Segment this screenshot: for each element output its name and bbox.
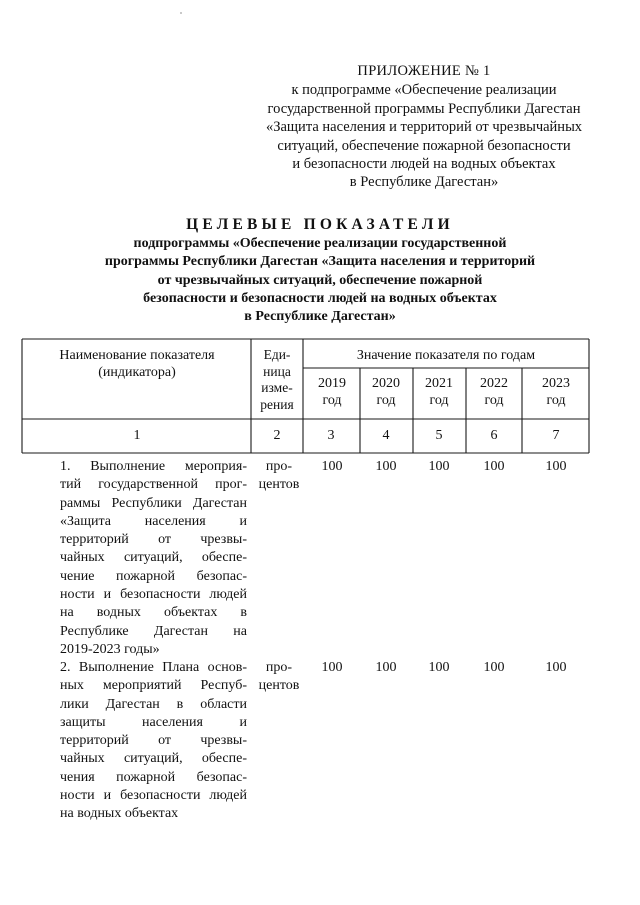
header-unit-line: изме- bbox=[261, 380, 293, 395]
header-values-title: Значение показателя по годам bbox=[356, 348, 536, 363]
table-row-unit bbox=[252, 458, 306, 495]
indicator-line: чайных ситуаций, обеспе- bbox=[60, 751, 247, 767]
header-year bbox=[306, 375, 358, 409]
table-row-value: 100 bbox=[545, 459, 567, 474]
indicator-line: 2019-2023 годы» bbox=[60, 641, 160, 657]
indicator-line: на водных объектах в bbox=[60, 605, 247, 621]
heading-line: подпрограммы «Обеспечение реализации государственной bbox=[133, 236, 507, 252]
header-year bbox=[413, 375, 465, 409]
document-heading bbox=[60, 216, 580, 326]
table-row-value: 100 bbox=[428, 459, 450, 474]
heading-line: программы Республики Дагестан «Защита населения и территорий bbox=[104, 254, 536, 270]
table-row-value: 100 bbox=[375, 459, 397, 474]
year-number: 2023 bbox=[542, 376, 570, 391]
unit-line: про- bbox=[265, 660, 293, 675]
table-row-value: 100 bbox=[483, 660, 505, 675]
column-number: 4 bbox=[382, 428, 390, 443]
indicator-line: ности и безопасности людей bbox=[60, 587, 247, 603]
table-row-value: 100 bbox=[375, 660, 397, 675]
table-row-value: 100 bbox=[428, 660, 450, 675]
scan-speck bbox=[180, 12, 182, 14]
header-unit-line: Еди- bbox=[263, 347, 291, 362]
header-year bbox=[360, 375, 412, 409]
appendix-block bbox=[230, 62, 618, 192]
header-indicator-line: Наименование показателя bbox=[59, 348, 215, 363]
heading-line: в Республике Дагестан» bbox=[244, 309, 396, 325]
heading-line: безопасности и безопасности людей на водных объектах bbox=[143, 290, 497, 306]
indicator-line: «Защита населения и bbox=[60, 513, 247, 529]
header-indicator-line: (индикатора) bbox=[98, 365, 176, 380]
header-year bbox=[530, 375, 582, 409]
appendix-line: к подпрограмме «Обеспечение реализации bbox=[291, 82, 557, 99]
heading-title: ЦЕЛЕВЫЕ ПОКАЗАТЕЛИ bbox=[186, 216, 454, 233]
indicator-line: раммы Республики Дагестан bbox=[60, 495, 247, 511]
column-number: 2 bbox=[273, 428, 281, 443]
indicator-line: чения пожарной безопас- bbox=[60, 769, 247, 785]
column-number: 6 bbox=[490, 428, 498, 443]
indicator-line: ных мероприятий Респуб- bbox=[60, 678, 247, 694]
header-year bbox=[468, 375, 520, 409]
table-row-value: 100 bbox=[321, 660, 343, 675]
table-row-indicator bbox=[60, 458, 247, 659]
table-row-value: 100 bbox=[321, 459, 343, 474]
unit-line: центов bbox=[258, 477, 300, 493]
indicator-line: территорий от чрезвы- bbox=[60, 532, 247, 548]
appendix-line: и безопасности людей на водных объектах bbox=[292, 156, 556, 173]
indicator-line: тий государственной прог- bbox=[60, 477, 247, 493]
appendix-line: государственной программы Республики Дагестан bbox=[267, 100, 581, 117]
column-number: 3 bbox=[327, 428, 335, 443]
unit-line: центов bbox=[258, 678, 300, 694]
year-number: 2020 bbox=[372, 376, 400, 391]
indicator-line: чение пожарной безопас- bbox=[60, 568, 247, 584]
year-suffix: год bbox=[546, 393, 566, 408]
table-row-unit bbox=[252, 659, 306, 696]
table-row-value: 100 bbox=[483, 459, 505, 474]
indicator-line: Республике Дагестан на bbox=[60, 623, 247, 639]
indicator-line: защиты населения и bbox=[60, 714, 247, 730]
appendix-line: ситуаций, обеспечение пожарной безопасности bbox=[277, 137, 571, 154]
table-row-indicator bbox=[60, 659, 247, 824]
year-number: 2022 bbox=[480, 376, 508, 391]
appendix-line: «Защита населения и территорий от чрезвычайных bbox=[265, 119, 583, 136]
header-unit-line: ница bbox=[263, 363, 291, 379]
header-unit bbox=[253, 347, 301, 413]
indicator-line: на водных объектах bbox=[60, 806, 179, 822]
year-suffix: год bbox=[322, 393, 342, 408]
indicator-line: лики Дагестан в области bbox=[60, 696, 247, 712]
year-number: 2019 bbox=[318, 376, 346, 391]
indicator-line: территорий от чрезвы- bbox=[60, 733, 247, 749]
indicator-line: ности и безопасности людей bbox=[60, 788, 247, 804]
column-number: 5 bbox=[435, 428, 443, 443]
year-number: 2021 bbox=[425, 376, 453, 391]
year-suffix: год bbox=[484, 393, 504, 408]
header-unit-line: рения bbox=[260, 396, 294, 412]
column-number: 7 bbox=[552, 428, 560, 443]
appendix-title: ПРИЛОЖЕНИЕ № 1 bbox=[357, 63, 491, 79]
year-suffix: год bbox=[429, 393, 449, 408]
year-suffix: год bbox=[376, 393, 396, 408]
indicator-line: чайных ситуаций, обеспе- bbox=[60, 550, 247, 566]
column-number: 1 bbox=[133, 428, 141, 443]
indicator-line: 1. Выполнение мероприя- bbox=[60, 459, 247, 474]
heading-line: от чрезвычайных ситуаций, обеспечение пожарной bbox=[157, 272, 483, 288]
appendix-line: в Республике Дагестан» bbox=[349, 174, 499, 191]
unit-line: про- bbox=[265, 459, 293, 474]
table-row-value: 100 bbox=[545, 660, 567, 675]
indicator-line: 2. Выполнение Плана основ- bbox=[60, 660, 247, 675]
header-indicator bbox=[24, 347, 250, 381]
